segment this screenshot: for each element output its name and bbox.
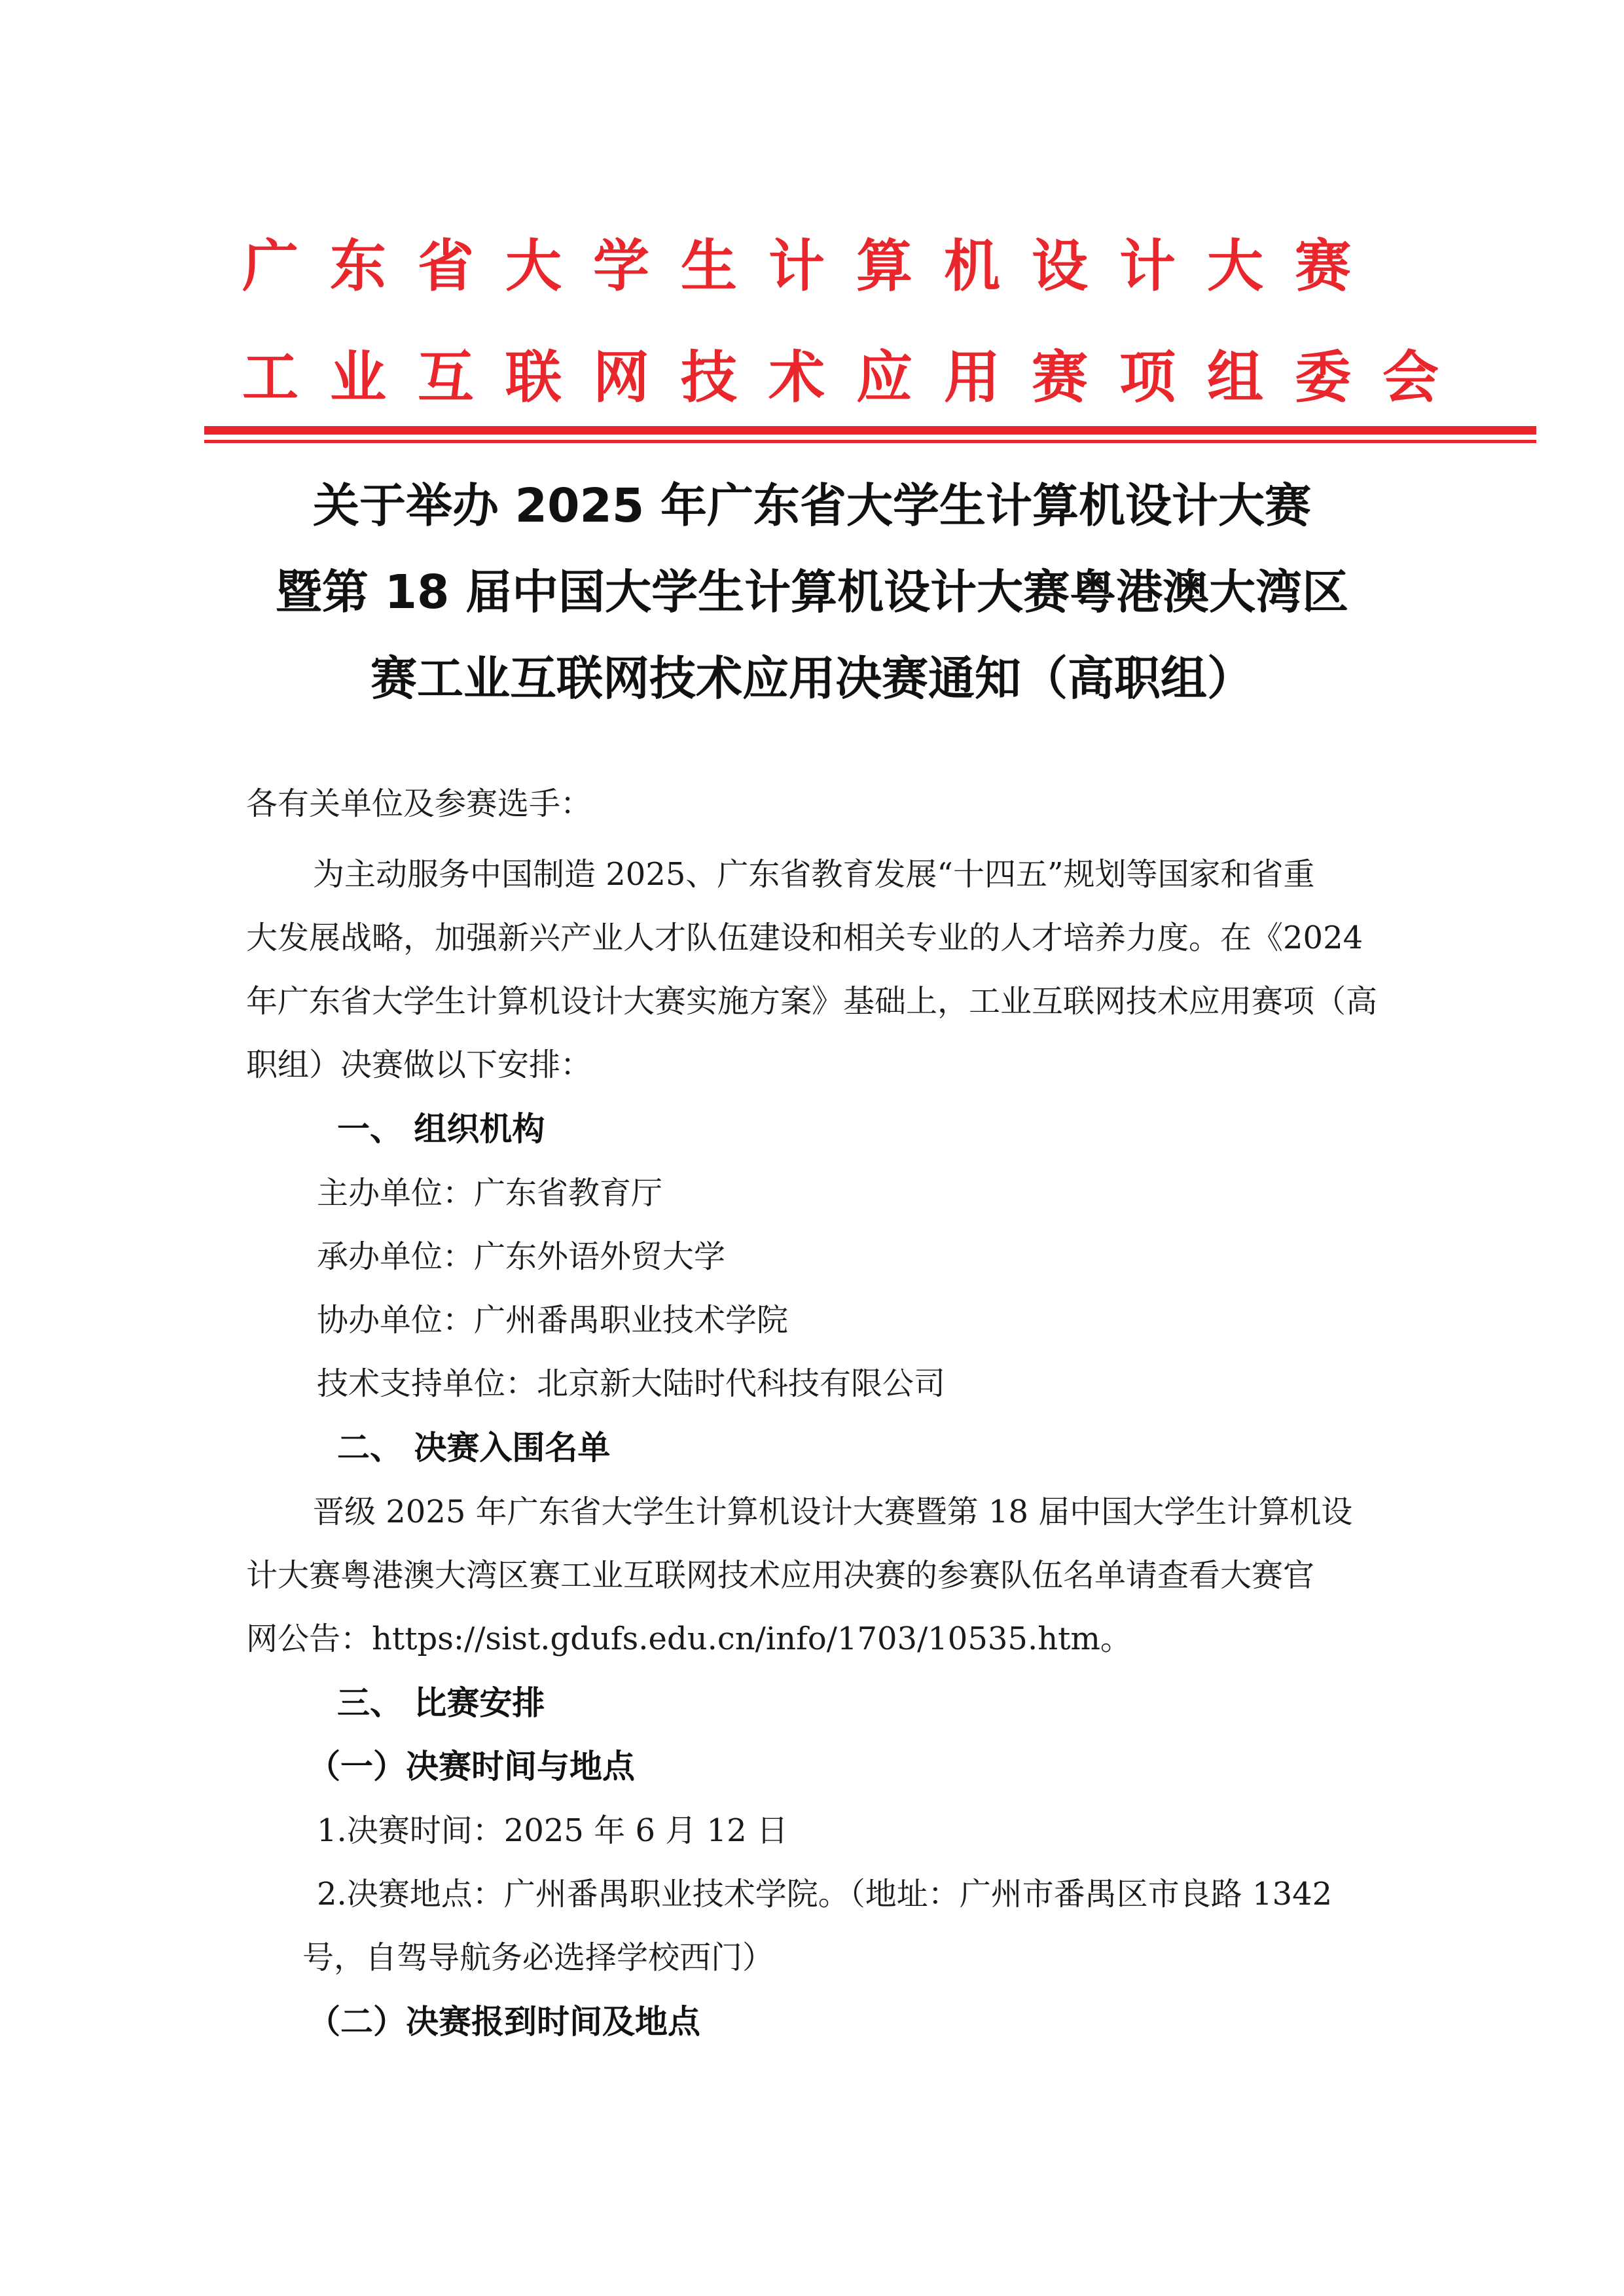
salutation: 各有关单位及参赛选手： xyxy=(246,785,592,822)
red-header-rule-thin xyxy=(204,440,1536,443)
organizer-name-line1: 广东省大学生计算机设计大赛 xyxy=(242,234,1382,299)
document-title-line3: 赛工业互联网技术应用决赛通知（高职组） xyxy=(370,651,1254,706)
organizer-name-line2: 工业互联网技术应用赛项组委会 xyxy=(242,345,1470,410)
finalists-line: 计大赛粤港澳大湾区赛工业互联网技术应用决赛的参赛队伍名单请查看大赛官 xyxy=(246,1557,1315,1594)
intro-line: 职组）决赛做以下安排： xyxy=(246,1047,592,1083)
subsection-heading-time-place: （一）决赛时间与地点 xyxy=(308,1748,635,1785)
finalists-line-url: 网公告：https://sist.gdufs.edu.cn/info/1703/10535.htm。 xyxy=(246,1621,1132,1657)
subsection-heading-registration: （二）决赛报到时间及地点 xyxy=(308,2003,700,2041)
finalists-line: 晋级 2025 年广东省大学生计算机设计大赛暨第 18 届中国大学生计算机设 xyxy=(313,1494,1353,1530)
section-heading-finalists: 二、 决赛入围名单 xyxy=(337,1429,611,1467)
organizer-item: 技术支持单位：北京新大陆时代科技有限公司 xyxy=(317,1365,946,1402)
intro-line: 大发展战略，加强新兴产业人才队伍建设和相关专业的人才培养力度。在《2024 xyxy=(246,920,1363,956)
final-place-line1: 2.决赛地点：广州番禺职业技术学院。（地址：广州市番禺区市良路 1342 xyxy=(317,1876,1333,1912)
section-heading-organization: 一、 组织机构 xyxy=(337,1110,545,1148)
final-time: 1.决赛时间：2025 年 6 月 12 日 xyxy=(317,1812,788,1849)
intro-line: 为主动服务中国制造 2025、广东省教育发展“十四五”规划等国家和省重 xyxy=(313,856,1315,893)
red-header-rule-thick xyxy=(204,426,1536,435)
document-title-line2: 暨第 18 届中国大学生计算机设计大赛粤港澳大湾区 xyxy=(275,565,1349,619)
organizer-item: 主办单位：广东省教育厅 xyxy=(317,1175,663,1211)
document-title-line1: 关于举办 2025 年广东省大学生计算机设计大赛 xyxy=(312,478,1312,533)
organizer-item: 协办单位：广州番禺职业技术学院 xyxy=(317,1302,789,1338)
final-place-line2: 号，自驾导航务必选择学校西门） xyxy=(302,1939,774,1976)
intro-line: 年广东省大学生计算机设计大赛实施方案》基础上，工业互联网技术应用赛项（高 xyxy=(246,983,1378,1020)
section-heading-schedule: 三、 比赛安排 xyxy=(337,1684,545,1722)
organizer-item: 承办单位：广东外语外贸大学 xyxy=(317,1238,726,1275)
